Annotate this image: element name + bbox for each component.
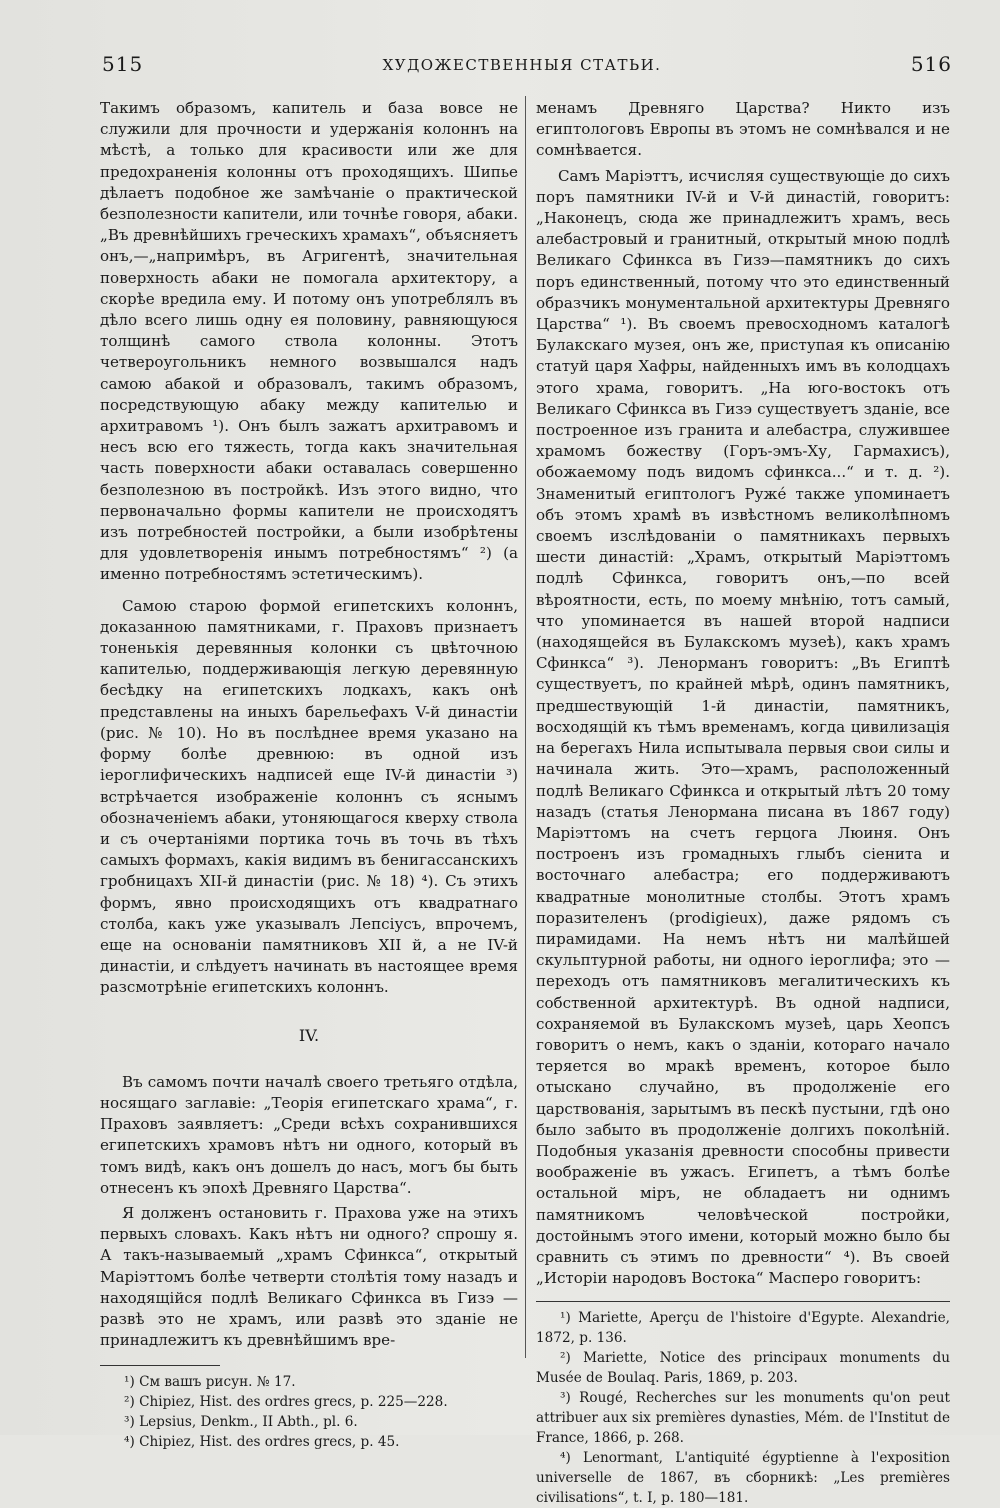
page-number-right: 516	[910, 52, 952, 76]
paragraph: Въ самомъ почти началѣ своего третьяго отдѣла, носящаго заглавіе: „Теорія египетскаго храма“, г. Праховъ заявляетъ: „Среди всѣхъ сохранившихся египетскихъ храмовъ нѣтъ ни одного, который въ томъ видѣ, какъ онъ дошелъ до насъ, могъ бы быть отнесенъ къ эпохѣ Древняго Царства“.	[100, 1072, 518, 1197]
left-column	[100, 98, 518, 1452]
page-header	[92, 52, 952, 82]
right-column	[536, 98, 950, 1508]
footnote: ⁴) Chipiez, Hist. des ordres grecs, p. 45.	[124, 1434, 400, 1451]
footnote: ²) Mariette, Notice des principaux monuments du Musée de Boulaq. Paris, 1869, p. 203.	[536, 1350, 950, 1387]
footnote-rule	[100, 1365, 220, 1366]
running-title: ХУДОЖЕСТВЕННЫЯ СТАТЬИ.	[382, 56, 662, 74]
footnote: ³) Rougé, Recherches sur les monuments qu'on peut attribuer aux six premières dynasties, Mém. de l'Institut de France, 1866, p. 268.	[536, 1390, 950, 1447]
column-divider	[525, 96, 526, 1358]
footnote: ²) Chipiez, Hist. des ordres grecs, p. 225—228.	[124, 1394, 448, 1411]
paragraph: Самъ Маріэттъ, исчисляя существующіе до сихъ поръ памятники IV-й и V-й династій, говоритъ: „Наконецъ, сюда же принадлежитъ храмъ, весь алебастровый и гранитный, открытый мною подлѣ Великаго Сфинкса въ Гизэ—памятникъ до сихъ поръ единственный, потому что это единственный образчикъ монументальной архитектуры Древняго Царства“ ¹). Въ своемъ превосходномъ каталогѣ Булакскаго музея, онъ же, приступая къ описанію статуй царя Хафры, найденныхъ имъ въ колодцахъ этого храма, говоритъ. „На юго-востокъ отъ Великаго Сфинкса въ Гизэ существуетъ зданіе, все построенное изъ гранита и алебастра, служившее храмомъ божеству (Горъ-эмъ-Ху, Гармахисъ), обожаемому подъ видомъ сфинкса...“ и т. д. ²). Знаменитый египтологъ Ружé также упоминаетъ объ этомъ храмѣ въ извѣстномъ великолѣпномъ своемъ изслѣдованіи о памятникахъ первыхъ шести династій: „Храмъ, открытый Маріэттомъ подлѣ Сфинкса, говоритъ онъ,—по всей вѣроятности, есть, по моему мнѣнію, тотъ самый, что упоминается въ нашей второй надписи (находящейся въ Булакскомъ музеѣ), какъ храмъ Сфинкса“ ³). Ленорманъ говоритъ: „Въ Египтѣ существуетъ, по крайней мѣрѣ, одинъ памятникъ, предшествующій 1-й династіи, памятникъ, восходящій къ тѣмъ временамъ, когда цивилизація на берегахъ Нила испытывала первыя свои силы и начинала жить. Это—храмъ, расположенный подлѣ Великаго Сфинкса и открытый лѣтъ 20 тому назадъ (статья Ленормана писана въ 1867 году) Маріэттомъ на счетъ герцога Люиня. Онъ построенъ изъ громадныхъ глыбъ сіенита и восточнаго алебастра; его поддерживаютъ квадратные монолитные столбы. Этотъ храмъ поразителенъ (prodigieux), даже рядомъ съ пирамидами. На немъ нѣтъ ни малѣйшей скульптурной работы, ни одного іероглифа; это — переходъ отъ памятниковъ мегалитическихъ къ собственной архитектурѣ. Въ одной надписи, сохраняемой въ Булакскомъ музеѣ, царь Хеопсъ говоритъ о немъ, какъ о зданіи, котораго начало теряется во мракѣ временъ, которое было отыскано случайно, въ продолженіе его царствованія, зарытымъ въ пескѣ пустыни, гдѣ оно было забыто въ продолженіе долгихъ поколѣній. Подобныя указанія древности способны привести воображеніе въ ужасъ. Египетъ, а тѣмъ болѣе остальной міръ, не обладаетъ ни однимъ памятникомъ человѣческой постройки, достойнымъ этого имени, который можно было бы сравнить съ этимъ по древности“ ⁴). Въ своей „Исторіи народовъ Востока“ Масперо говоритъ:	[536, 166, 950, 1288]
footnote: ⁴) Lenormant, L'antiquité égyptienne à l'exposition universelle de 1867, въ сборникѣ: „Les premières civilisations“, t. I, p. 180—181.	[536, 1450, 950, 1507]
paragraph: Такимъ образомъ, капитель и база вовсе не служили для прочности и удержанія колоннъ на мѣстѣ, а только для красивости или же для предохраненія колонны отъ проходящихъ. Шипье дѣлаетъ подобное же замѣчаніе о практической безполезности капители, или точнѣе говоря, абаки. „Въ древнѣйшихъ греческихъ храмахъ“, объясняетъ онъ,—„напримѣръ, въ Агригентѣ, значительная поверхность абаки не помогала архитектору, а скорѣе вредила ему. И потому онъ употреблялъ въ дѣло всего лишь одну ея половину, равняющуюся толщинѣ самого ствола колонны. Этотъ четвероугольникъ немного возвышался надъ самою абакой и образовалъ, такимъ образомъ, посредствующую абаку между капителью и архитравомъ ¹). Онъ былъ зажатъ архитравомъ и несъ всю его тяжесть, тогда какъ значительная часть поверхности абаки оставалась совершенно безполезною въ постройкѣ. Изъ этого видно, что первоначально формы капители не происходятъ изъ потребностей постройки, а были изобрѣтены для удовлетворенія инымъ потребностямъ“ ²) (а именно потребностямъ эстетическимъ).	[100, 99, 518, 584]
paragraph: Самою старою формой египетскихъ колоннъ, доказанною памятниками, г. Праховъ признаетъ тоненькія деревянныя колонки съ цвѣточною капителью, поддерживающія легкую деревянную бесѣдку на египетскихъ лодкахъ, какъ онѣ представлены на иныхъ барельефахъ V-й династіи (рис. № 10). Но въ послѣднее время указано на форму болѣе древнюю: въ одной изъ іероглифическихъ надписей еще IV-й династіи ³) встрѣчается изображеніе колоннъ съ яснымъ обозначеніемъ абаки, утоняющагося кверху ствола и съ очертаніями портика точь въ точь въ тѣхъ самыхъ формахъ, какія видимъ въ бенигассанскихъ гробницахъ XII-й династіи (рис. № 18) ⁴). Съ этихъ формъ, явно происходящихъ отъ квадратнаго столба, какъ уже указывалъ Лепсіусъ, впрочемъ, еще на основаніи памятниковъ XII й, а не IV-й династіи, и слѣдуетъ начинать въ настоящее время разсмотрѣніе египетскихъ колоннъ.	[100, 596, 518, 997]
footnote-rule	[536, 1301, 950, 1302]
section-heading: IV.	[298, 1025, 320, 1045]
paragraph: Я долженъ остановить г. Прахова уже на этихъ первыхъ словахъ. Какъ нѣтъ ни одного? спрошу я. А такъ-называемый „храмъ Сфинкса“, открытый Маріэттомъ болѣе четверти столѣтія тому назадъ и находящійся подлѣ Великаго Сфинкса въ Гизэ — развѣ это не храмъ, или развѣ это зданіе не принадлежитъ къ древнѣйшимъ вре-	[100, 1203, 518, 1350]
paragraph: менамъ Древняго Царства? Никто изъ египтологовъ Европы въ этомъ не сомнѣвался и не сомнѣвается.	[536, 99, 950, 160]
page-number-left: 515	[102, 52, 144, 76]
footnote: ¹) См вашъ рисун. № 17.	[124, 1374, 296, 1391]
footnote: ³) Lepsius, Denkm., II Abth., pl. 6.	[124, 1414, 358, 1431]
footnote: ¹) Mariette, Aperçu de l'histoire d'Egypte. Alexandrie, 1872, p. 136.	[536, 1310, 950, 1347]
